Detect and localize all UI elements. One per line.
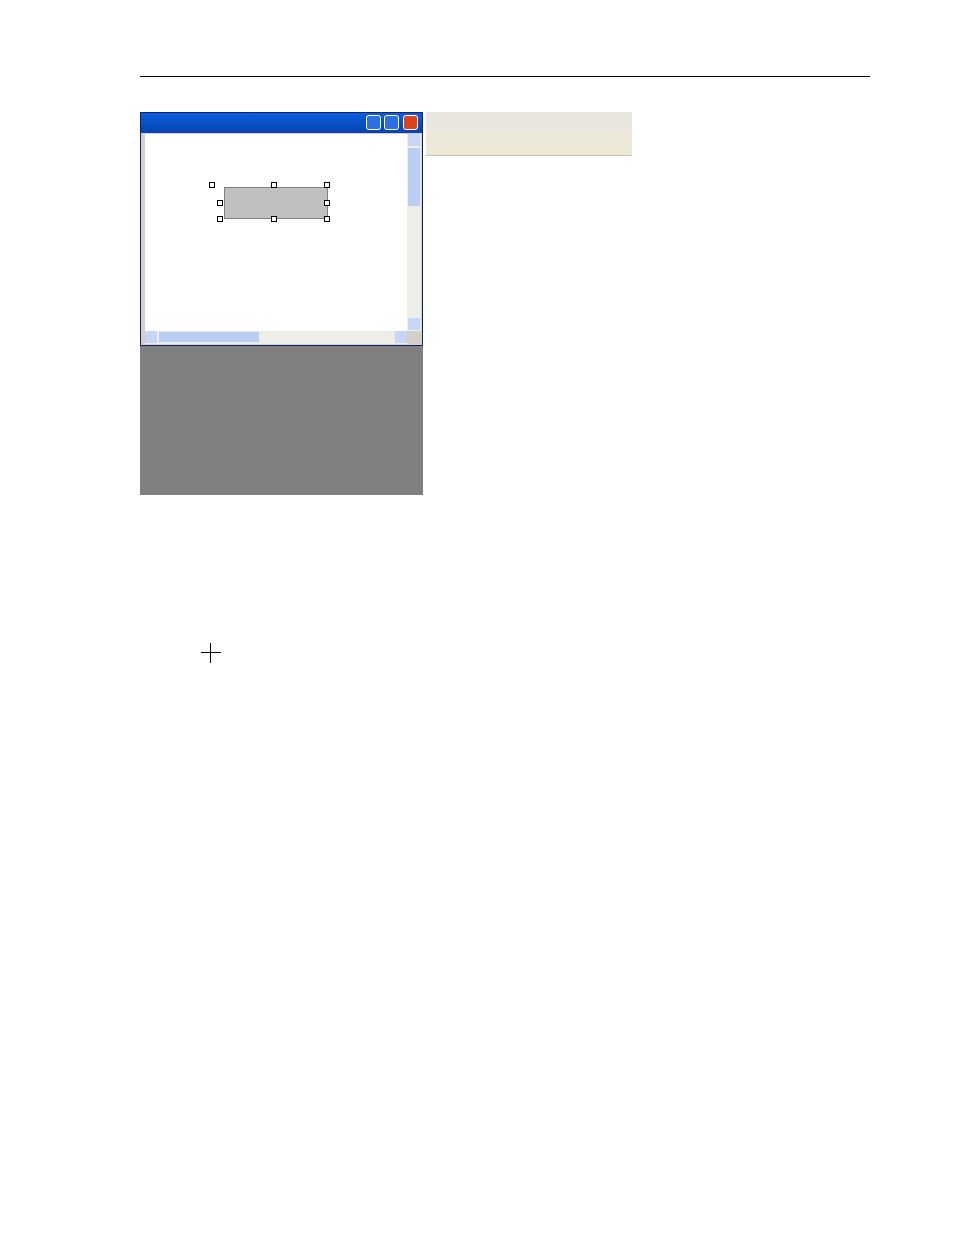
screen-window-titlebar[interactable] [141, 113, 422, 133]
resize-handle[interactable] [217, 216, 223, 222]
page-header [140, 57, 870, 77]
scroll-left-icon[interactable] [145, 331, 157, 343]
step-2-text [196, 647, 226, 668]
resize-handle[interactable] [324, 182, 330, 188]
upload-recipe-button[interactable] [224, 187, 328, 219]
properties-toolbar [426, 132, 632, 156]
scroll-down-icon[interactable] [408, 318, 420, 330]
properties-panel [426, 112, 632, 495]
resize-handle[interactable] [271, 182, 277, 188]
screen-editor-area [140, 112, 423, 495]
resize-handle[interactable] [324, 216, 330, 222]
horizontal-scrollbar[interactable] [145, 331, 407, 344]
resize-handle[interactable] [271, 216, 277, 222]
resize-handle[interactable] [324, 200, 330, 206]
screenshot-figure [140, 112, 632, 495]
screen-window[interactable] [140, 112, 423, 346]
horizontal-scroll-thumb[interactable] [159, 332, 259, 342]
resize-handle[interactable] [209, 182, 215, 188]
vertical-scroll-thumb[interactable] [408, 148, 420, 206]
maximize-icon[interactable] [384, 115, 399, 130]
minimize-icon[interactable] [366, 115, 381, 130]
close-icon[interactable] [403, 115, 418, 130]
resize-handle[interactable] [217, 200, 223, 206]
properties-titlebar [426, 112, 632, 132]
scroll-right-icon[interactable] [395, 331, 407, 343]
vertical-scrollbar[interactable] [407, 134, 421, 331]
scroll-up-icon[interactable] [408, 134, 420, 146]
screen-canvas[interactable] [145, 134, 407, 331]
crosshair-cursor-icon [201, 647, 221, 663]
